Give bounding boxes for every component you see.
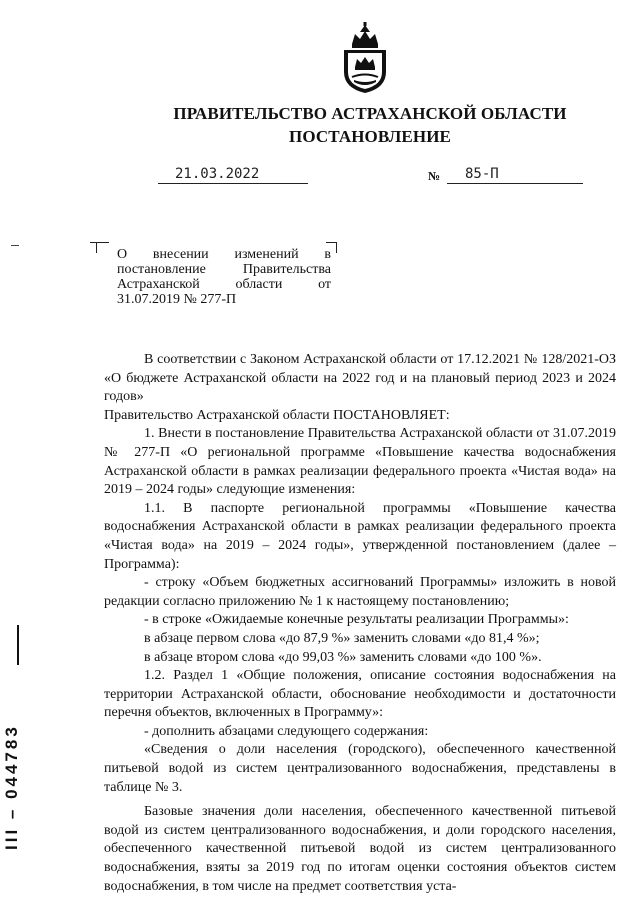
document-subject: О внесении изменений в постановление Правительства Астраханской области от 31.07.2019 № 277-П bbox=[117, 247, 331, 307]
document-type-title: ПОСТАНОВЛЕНИЕ bbox=[289, 127, 451, 146]
document-number: 85-П bbox=[465, 166, 499, 182]
document-date: 21.03.2022 bbox=[175, 166, 260, 182]
number-underline bbox=[447, 183, 583, 184]
body-paragraph: - в строке «Ожидаемые конечные результаты реализации Программы»: bbox=[144, 612, 569, 628]
margin-dash bbox=[11, 245, 19, 246]
body-paragraph: - дополнить абзацами следующего содержания: bbox=[144, 723, 429, 739]
body-paragraph: Правительство Астраханской области ПОСТАНОВЛЯЕТ: bbox=[104, 407, 450, 423]
body-paragraph: в абзаце втором слова «до 99,03 %» заменить словами «до 100 %». bbox=[144, 649, 542, 665]
body-paragraph: Базовые значения доли населения, обеспеченного качественной питьевой водой из систем централизованного водоснабжения, и доли городского населения, обеспеченного качественной питьевой водой из систем централизованного водоснабжения, взяты за 2019 год по итогам оценки состояния объектов систем водоснабжения, в том числе на предмет соответствия уста- bbox=[104, 804, 616, 894]
body-paragraph: «Сведения о доли населения (городского), обеспеченного качественной питьевой водой из систем централизованного водоснабжения, представлены в таблице № 3. bbox=[104, 742, 616, 795]
coat-of-arms-emblem bbox=[338, 22, 392, 94]
margin-vertical-line bbox=[17, 625, 19, 665]
body-paragraph: В соответствии с Законом Астраханской области от 17.12.2021 № 128/2021-ОЗ «О бюджете Астраханской области на 2022 год и на плановый период 2023 и 2024 годов» bbox=[104, 352, 616, 405]
number-sign: № bbox=[428, 169, 441, 183]
serial-stamp: ІІІ – 044783 bbox=[2, 724, 21, 850]
body-paragraph: - строку «Объем бюджетных ассигнований Программы» изложить в новой редакции согласно приложению № 1 к настоящему постановлению; bbox=[104, 575, 616, 609]
body-paragraph: 1. Внести в постановление Правительства Астраханской области от 31.07.2019 № 277-П «О региональной программе «Повышение качества водоснабжения Астраханской области в рамках реализации федерального проекта «Чистая вода» на 2019 – 2024 годы» следующие изменения: bbox=[104, 426, 616, 498]
date-underline bbox=[158, 183, 308, 184]
document-body bbox=[104, 351, 616, 896]
body-paragraph: 1.1. В паспорте региональной программы «Повышение качества водоснабжения Астраханской области в рамках реализации федерального проекта «Чистая вода» на 2019 – 2024 годы», утвержденной постановлением (далее – Программа): bbox=[104, 500, 616, 572]
body-paragraph: в абзаце первом слова «до 87,9 %» заменить словами «до 81,4 %»; bbox=[144, 630, 540, 646]
organization-title: ПРАВИТЕЛЬСТВО АСТРАХАНСКОЙ ОБЛАСТИ bbox=[173, 104, 567, 123]
corner-mark-left bbox=[96, 242, 109, 253]
body-paragraph: 1.2. Раздел 1 «Общие положения, описание состояния водоснабжения на территории Астраханской области, обоснование необходимости и достаточности перечня объектов, включенных в Программу»: bbox=[104, 668, 616, 721]
